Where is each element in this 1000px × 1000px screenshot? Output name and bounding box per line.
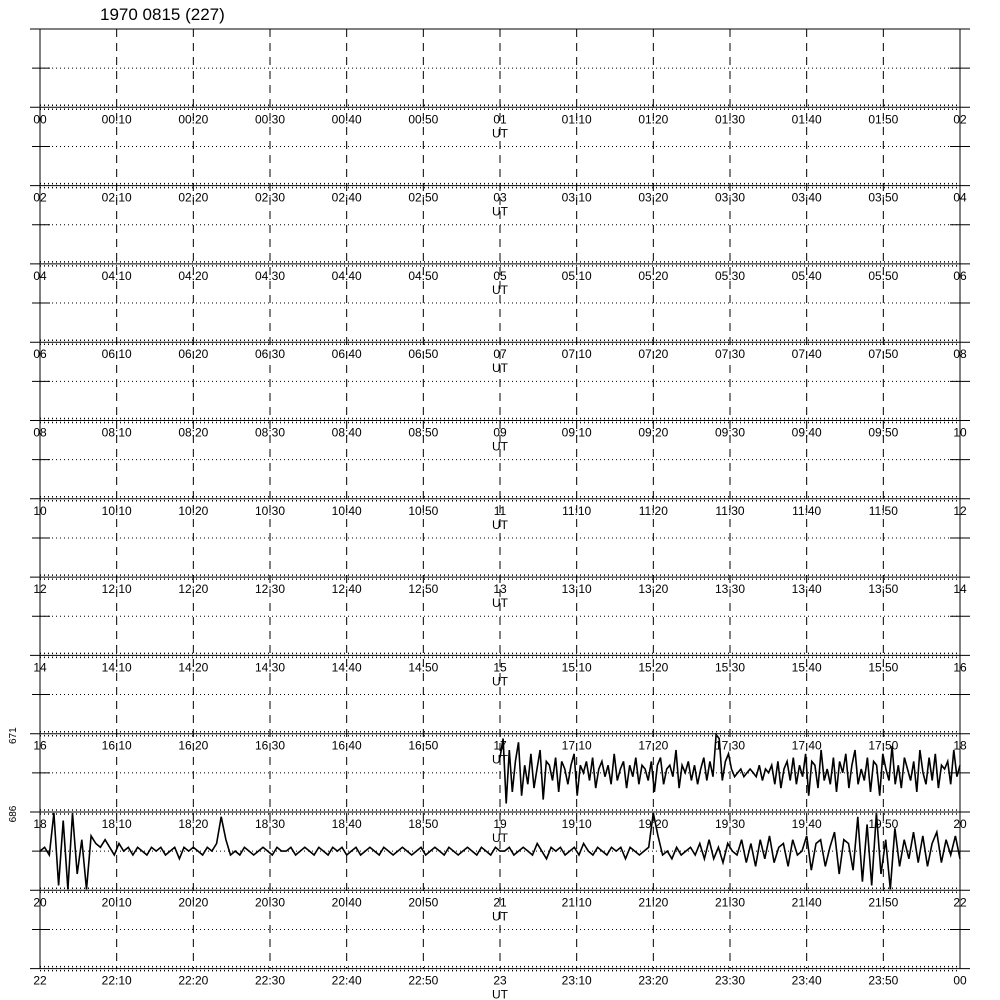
tick-label: 03	[493, 190, 507, 205]
tick-label: 22	[33, 973, 47, 988]
tick-label: 19:40	[791, 817, 822, 831]
tick-label: 16:40	[331, 738, 362, 753]
tick-label: 18:50	[408, 817, 439, 831]
tick-label: 19:50	[868, 817, 899, 831]
tick-label: 06:10	[101, 347, 132, 362]
panel-row-10	[8, 805, 970, 923]
tick-label: 16:10	[101, 738, 132, 753]
tick-label: 09:40	[791, 425, 822, 440]
tick-label: 10:40	[331, 503, 362, 518]
tick-label: 10:50	[408, 503, 439, 518]
tick-label: 20:50	[408, 895, 439, 910]
tick-label: 01	[493, 112, 507, 127]
tick-label: 02:20	[178, 190, 209, 205]
tick-label: 12:20	[178, 582, 209, 597]
tick-label: 11:20	[638, 503, 668, 518]
tick-label: 21:40	[791, 895, 822, 910]
tick-label: 20:20	[178, 895, 209, 910]
tick-label: 19:20	[638, 817, 669, 831]
tick-label: 06	[953, 268, 967, 283]
tick-label: 20	[33, 895, 47, 910]
tick-label: 12:30	[254, 582, 286, 597]
tick-label: 07	[493, 347, 507, 362]
panel-row-9	[8, 727, 970, 845]
tick-label: 08:30	[254, 425, 286, 440]
tick-label: 06:20	[178, 347, 209, 362]
chart-title: 1970 0815 (227)	[100, 5, 225, 24]
axis-label-ut: UT	[492, 126, 508, 141]
tick-label: 03:40	[791, 190, 822, 205]
tick-label: 23:50	[868, 973, 899, 988]
tick-label: 23:30	[714, 973, 746, 988]
tick-label: 18	[33, 817, 47, 831]
tick-label: 10:20	[178, 503, 209, 518]
tick-label: 00:10	[101, 112, 132, 127]
tick-label: 09:30	[714, 425, 746, 440]
tick-label: 04	[33, 268, 47, 283]
tick-label: 12	[953, 503, 967, 518]
tick-label: 08:50	[408, 425, 439, 440]
tick-label: 05:40	[791, 268, 822, 283]
tick-label: 22:50	[408, 973, 439, 988]
tick-label: 00:50	[408, 112, 439, 127]
tick-label: 11:10	[562, 503, 592, 518]
tick-label: 03:30	[714, 190, 746, 205]
tick-label: 17:20	[638, 738, 669, 753]
tick-label: 10	[33, 503, 47, 518]
tick-label: 09	[493, 425, 507, 440]
tick-label: 15:10	[561, 660, 592, 675]
tick-label: 14	[33, 660, 47, 675]
tick-label: 21:50	[868, 895, 899, 910]
tick-label: 21:30	[714, 895, 746, 910]
tick-label: 05:20	[638, 268, 669, 283]
tick-label: 18	[953, 738, 967, 753]
tick-label: 12:50	[408, 582, 439, 597]
tick-label: 19:30	[714, 817, 746, 831]
tick-label: 17	[493, 738, 507, 753]
tick-label: 12:10	[101, 582, 132, 597]
axis-label-ut: UT	[492, 204, 508, 219]
tick-label: 05	[493, 268, 507, 283]
tick-label: 16:30	[254, 738, 286, 753]
tick-label: 18:10	[101, 817, 132, 831]
tick-label: 18:30	[254, 817, 286, 831]
tick-label: 13:40	[791, 582, 822, 597]
tick-label: 10	[953, 425, 967, 440]
tick-label: 02	[33, 190, 47, 205]
tick-label: 13	[493, 582, 507, 597]
tick-label: 04:10	[101, 268, 132, 283]
tick-label: 22	[953, 895, 967, 910]
tick-label: 09:10	[561, 425, 592, 440]
tick-label: 00:40	[331, 112, 362, 127]
tick-label: 06:40	[331, 347, 362, 362]
tick-label: 23:40	[791, 973, 822, 988]
axis-label-ut: UT	[492, 909, 508, 924]
tick-label: 17:50	[868, 738, 899, 753]
row-label: 686	[8, 805, 19, 823]
tick-label: 09:20	[638, 425, 669, 440]
tick-label: 08:20	[178, 425, 209, 440]
tick-label: 23:20	[638, 973, 669, 988]
tick-label: 07:20	[638, 347, 669, 362]
tick-label: 11	[493, 503, 507, 518]
axis-label-ut: UT	[492, 596, 508, 611]
tick-label: 22:10	[101, 973, 132, 988]
tick-label: 20:30	[254, 895, 286, 910]
tick-label: 15	[493, 660, 507, 675]
tick-label: 03:20	[638, 190, 669, 205]
tick-label: 05:50	[868, 268, 899, 283]
tick-label: 10:10	[101, 503, 132, 518]
tick-label: 11:50	[868, 503, 898, 518]
tick-label: 18:40	[331, 817, 362, 831]
tick-label: 10:30	[254, 503, 286, 518]
tick-label: 08	[33, 425, 47, 440]
tick-label: 13:50	[868, 582, 899, 597]
tick-label: 19	[493, 817, 507, 831]
tick-label: 04:50	[408, 268, 439, 283]
tick-label: 15:30	[714, 660, 746, 675]
tick-label: 04:20	[178, 268, 209, 283]
tick-label: 23	[493, 973, 507, 988]
tick-label: 01:50	[868, 112, 899, 127]
tick-label: 12	[33, 582, 47, 597]
tick-label: 08:40	[331, 425, 362, 440]
tick-label: 01:40	[791, 112, 822, 127]
tick-label: 14:50	[408, 660, 439, 675]
tick-label: 23:10	[561, 973, 592, 988]
tick-label: 16:50	[408, 738, 439, 753]
tick-label: 09:50	[868, 425, 899, 440]
tick-label: 14:20	[178, 660, 209, 675]
tick-label: 08:10	[101, 425, 132, 440]
row-label: 671	[8, 727, 19, 745]
tick-label: 06	[33, 347, 47, 362]
axis-label-ut: UT	[492, 674, 508, 689]
tick-label: 20	[953, 817, 967, 831]
tick-label: 06:30	[254, 347, 286, 362]
tick-label: 21	[493, 895, 507, 910]
tick-label: 17:10	[561, 738, 592, 753]
tick-label: 17:30	[714, 738, 746, 753]
tick-label: 03:10	[561, 190, 592, 205]
tick-label: 18:20	[178, 817, 209, 831]
tick-label: 22:30	[254, 973, 286, 988]
tick-label: 02:30	[254, 190, 286, 205]
tick-label: 07:40	[791, 347, 822, 362]
tick-label: 02	[953, 112, 967, 127]
tick-label: 14:40	[331, 660, 362, 675]
axis-label-ut: UT	[492, 282, 508, 297]
tick-label: 13:30	[714, 582, 746, 597]
tick-label: 06:50	[408, 347, 439, 362]
axis-label-ut: UT	[492, 752, 508, 767]
tick-label: 15:40	[791, 660, 822, 675]
tick-label: 15:50	[868, 660, 899, 675]
tick-label: 04	[953, 190, 967, 205]
tick-label: 04:40	[331, 268, 362, 283]
tick-label: 20:10	[101, 895, 132, 910]
tick-label: 01:10	[561, 112, 592, 127]
tick-label: 19:10	[561, 817, 592, 831]
tick-label: 12:40	[331, 582, 362, 597]
tick-label: 15:20	[638, 660, 669, 675]
tick-label: 01:30	[714, 112, 746, 127]
tick-label: 14	[953, 582, 967, 597]
tick-label: 07:10	[561, 347, 592, 362]
tick-label: 22:40	[331, 973, 362, 988]
tick-label: 13:10	[561, 582, 592, 597]
tick-label: 16	[33, 738, 47, 753]
tick-label: 14:30	[254, 660, 286, 675]
panel-row-4	[30, 381, 970, 453]
tick-label: 14:10	[101, 660, 132, 675]
tick-label: 07:30	[714, 347, 746, 362]
tick-label: 05:10	[561, 268, 592, 283]
tick-label: 01:20	[638, 112, 669, 127]
tick-label: 13:20	[638, 582, 669, 597]
axis-label-ut: UT	[492, 987, 508, 1000]
tick-label: 21:20	[638, 895, 669, 910]
tick-label: 00:20	[178, 112, 209, 127]
tick-label: 17:40	[791, 738, 822, 753]
axis-label-ut: UT	[492, 831, 508, 845]
tick-label: 04:30	[254, 268, 286, 283]
axis-label-ut: UT	[492, 361, 508, 376]
axis-label-ut: UT	[492, 439, 508, 454]
tick-label: 07:50	[868, 347, 899, 362]
tick-label: 20:40	[331, 895, 362, 910]
tick-label: 08	[953, 347, 967, 362]
tick-label: 22:20	[178, 973, 209, 988]
tick-label: 16	[953, 660, 967, 675]
tick-label: 21:10	[561, 895, 592, 910]
tick-label: 00	[953, 973, 967, 988]
tick-label: 05:30	[714, 268, 746, 283]
axis-label-ut: UT	[492, 517, 508, 532]
tick-label: 11:30	[715, 503, 745, 518]
tick-label: 16:20	[178, 738, 209, 753]
tick-label: 03:50	[868, 190, 899, 205]
tick-label: 02:10	[101, 190, 132, 205]
tick-label: 00	[33, 112, 47, 127]
tick-label: 00:30	[254, 112, 286, 127]
tick-label: 02:50	[408, 190, 439, 205]
tick-label: 02:40	[331, 190, 362, 205]
tick-label: 11:40	[792, 503, 822, 518]
